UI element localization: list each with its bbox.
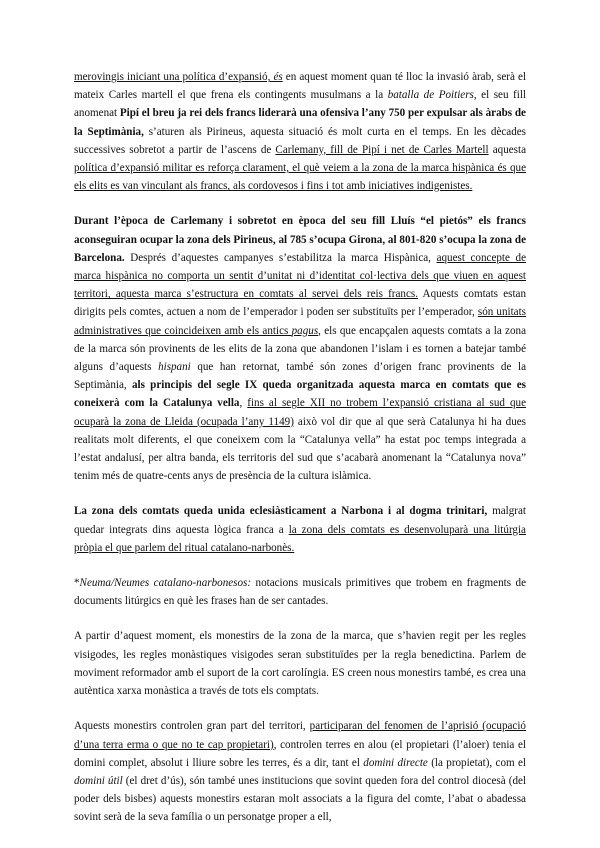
text-run: Aquests comtats estan dirigits pels comtes, actuen a nom de l’emperador i poden ser substituïts per l’emperador, xyxy=(74,288,526,319)
text-run: Després d’aquestes campanyes s’estabilitza la marca Hispànica, xyxy=(124,251,437,264)
text-run: , els que encapçalen aquests comtats a la zona de la marca són provinents de les elits de la zona que abandonen l’islam i es tornen a batejar també alguns d’aquests xyxy=(74,324,527,374)
text-run: domini útil xyxy=(74,774,123,787)
text-run: participaran del fenomen de l’aprisió (ocupació d’una terra erma o que no te cap propietari) xyxy=(74,720,526,751)
text-run: Neuma/Neumes catalano-narbonesos: xyxy=(79,577,252,590)
text-run: política d’expansió militar es reforça clarament, el què veiem a la zona de la marca hispànica és que els elits es van vinculant als francs, als cordovesos i fins i tot amb iniciatives indigenistes. xyxy=(74,162,526,193)
text-run: merovingis iniciant una política d’expansió, xyxy=(74,71,274,83)
text-run: , xyxy=(239,397,248,410)
text-run: Durant l’època de Carlemany i sobretot en època del seu fill Lluís “el pietós” els francs aconseguiran ocupar la zona dels Pirineus, al 785 s’ocupa Girona, al 801-820 s’ocupa la zona de Barcelona. xyxy=(74,215,526,264)
text-run: (la propietat), com el xyxy=(427,756,526,769)
text-run: en aquest moment quan té lloc la invasió àrab, serà el mateix Carles martell el que frena els contingents musulmans a la xyxy=(74,71,526,102)
text-run: A partir d’aquest moment, els monestirs de la zona de la marca, que s’havien regit per les regles visigodes, les regles monàstiques visigodes seran substituïdes per la regla benedictina. Parlem de moviment reformador amb el suport de la cort carolíngia. ES creen nous monestirs també, es crea una autèntica xarxa monàstica a través de tots els comptats. xyxy=(74,630,526,698)
text-run: hispani xyxy=(158,361,191,374)
paragraph-4 xyxy=(74,574,526,610)
text-run: Pipí el breu ja rei dels francs liderarà una ofensiva l’any 750 per expulsar als àrabs de la Septimània, xyxy=(74,107,526,138)
text-run: Carlemany, fill de Pipí i net de Carles Martell xyxy=(275,143,489,156)
text-run: Aquests monestirs controlen gran part del territori, xyxy=(74,720,310,733)
text-run: , el seu fill anomenat xyxy=(74,89,526,120)
text-run: (el dret d’ús), són també unes institucions que sovint queden fora del control diocesà (del poder dels bisbes) aquests monestirs estaran molt associats a la figura del comte, l’abat o abadessa sovint serà de la seva família o un personatge proper a ell, xyxy=(74,774,527,824)
text-run: són unitats administratives que coincideixen amb els antics xyxy=(74,306,526,337)
paragraph-5 xyxy=(74,627,526,700)
text-run: notacions musicals primitives que trobem en fragments de documents litúrgics en què les frases han de ser cantades. xyxy=(74,577,526,608)
text-run: als principis del segle IX queda organitzada aquesta marca en comtats que es coneixerà com la Catalunya vella xyxy=(74,379,526,410)
text-run: és xyxy=(273,71,283,83)
text-run: aquest concepte de marca hispànica no comporta un sentit d’unitat ni d’identitat col·lectiva dels que viuen en aquest territori, aquesta marca s’estructura en comtats al servei dels reis francs. xyxy=(74,251,527,301)
paragraph-6 xyxy=(74,717,526,826)
text-run: això vol dir que al que serà Catalunya hi ha dues realitats molt diferents, el que coneixem com la “Catalunya vella” ha estat poc temps integrada a l’estat andalusí, per altra banda, els territoris del sud que s’acabarà anomenant la “Catalunya nova” tenim més de quatre-cents anys de presència de la cultura islàmica. xyxy=(74,415,526,483)
text-run: pagus xyxy=(291,324,319,337)
text-run: fins al segle XII no trobem l’expansió cristiana al sud que ocuparà la zona de Lleida (ocupada l’any 1149) xyxy=(74,397,526,428)
text-run: , controlen terres en alou (el propietari (l’aloer) tenia el domini complet, absolut i lliure sobre les terres, és a dir, tant el xyxy=(74,738,526,769)
text-run: s’aturen als Pirineus, aquesta situació és molt curta en el temps. En les dècades successives sobretot a partir de l’ascens de xyxy=(74,125,526,156)
text-run: batalla de Poitiers xyxy=(387,89,474,102)
text-run: La zona dels comtats queda unida eclesiàsticament a Narbona i al dogma trinitari, xyxy=(74,505,488,518)
text-run: domini directe xyxy=(363,756,428,769)
paragraph-1 xyxy=(74,68,526,195)
paragraph-3 xyxy=(74,502,526,557)
text-run: aquesta xyxy=(488,143,526,156)
text-run: malgrat quedar integrats dins aquesta lògica franca a xyxy=(74,505,526,536)
text-run: la zona dels comtats es desenvoluparà una litúrgia pròpia el que parlem del ritual catalano-narbonès. xyxy=(74,523,526,554)
text-run: * xyxy=(74,577,80,590)
paragraph-2 xyxy=(74,212,526,485)
text-run: que han retornat, també són zones d’origen franc provinents de la Septimània, xyxy=(74,361,527,392)
